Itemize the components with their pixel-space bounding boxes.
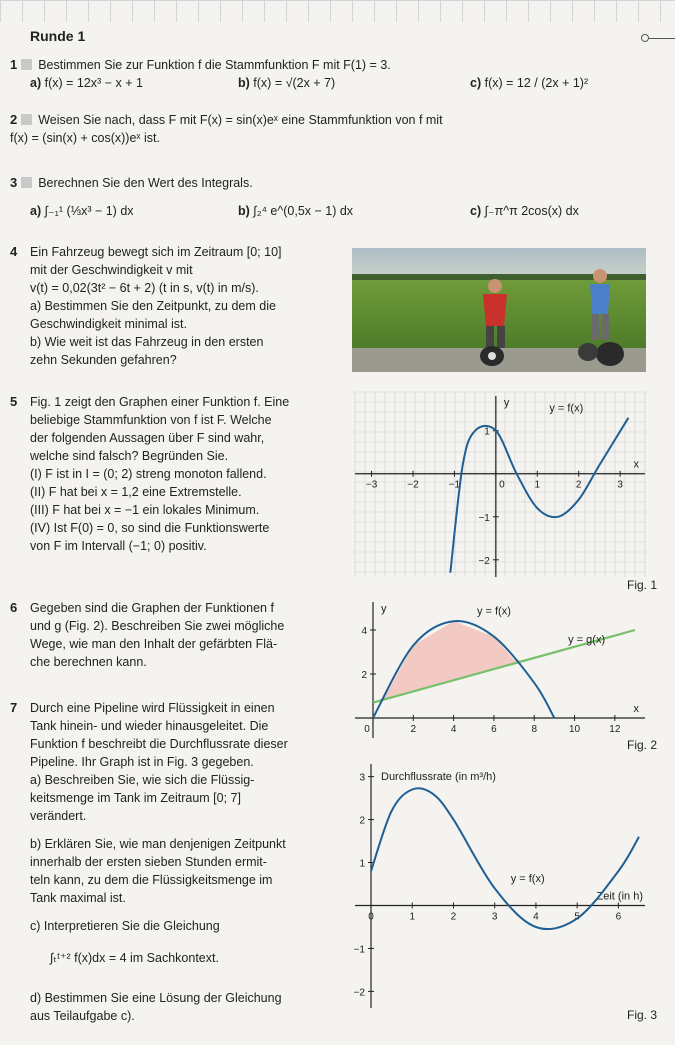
x-tick-label: 1 — [534, 479, 541, 491]
task-number: 5 — [10, 394, 18, 409]
curve-f — [371, 788, 639, 929]
curve-label: y = f(x) — [549, 402, 584, 415]
label: a) — [30, 204, 42, 218]
x-tick-label: 10 — [568, 724, 581, 735]
y-tick-label: 3 — [359, 772, 365, 784]
x-tick-label: 6 — [491, 724, 497, 735]
task-4-line: a) Bestimmen Sie den Zeitpunkt, zu dem die — [30, 299, 276, 313]
segway-photo — [352, 248, 646, 372]
x-tick-label: 0 — [368, 911, 374, 923]
task-7-line: innerhalb der ersten sieben Stunden ermit- — [30, 855, 267, 869]
x-tick-label: 3 — [491, 911, 498, 923]
task-7-line: d) Bestimmen Sie eine Lösung der Gleichung — [30, 991, 282, 1005]
x-tick-label: 4 — [533, 911, 539, 923]
y-tick-label: 1 — [359, 858, 365, 870]
figure-1 — [355, 392, 645, 577]
figure-1-caption: Fig. 1 — [627, 578, 658, 592]
task-3a — [30, 203, 134, 219]
task-5-line: (II) F hat bei x = 1,2 eine Extremstelle. — [30, 485, 242, 499]
task-7-line: Funktion f beschreibt die Durchflussrate dieser — [30, 737, 288, 751]
task-7-line: keitsmenge im Tank im Zeitraum [0; 7] — [30, 791, 241, 805]
y-axis-label: y — [381, 603, 387, 615]
task-1 — [10, 57, 391, 73]
x-tick-label: 0 — [499, 479, 505, 491]
marker-icon — [21, 114, 32, 125]
task-7-line: b) Erklären Sie, wie man denjenigen Zeitpunkt — [30, 837, 286, 851]
expr: ∫₋₁¹ (⅓x³ − 1) dx — [44, 204, 134, 218]
task-2-line2: f(x) = (sin(x) + cos(x))eˣ ist. — [10, 131, 160, 145]
task-7-line: c) Interpretieren Sie die Gleichung — [30, 919, 220, 933]
task-4-line: zehn Sekunden gefahren? — [30, 353, 177, 367]
y-tick-label: −2 — [353, 987, 365, 999]
task-7-line: Pipeline. Ihr Graph ist in Fig. 3 gegeben. — [30, 755, 254, 769]
curve-f-label: y = f(x) — [476, 605, 511, 618]
task-7-line: verändert. — [30, 809, 87, 823]
x-tick-label: 8 — [531, 724, 538, 735]
task-3c — [470, 203, 579, 219]
marker-icon — [21, 59, 32, 70]
x-axis-label: x — [633, 703, 639, 715]
x-tick-label: 1 — [409, 911, 416, 923]
task-4-number — [10, 244, 17, 260]
task-3 — [10, 175, 253, 191]
label: c) — [470, 76, 482, 90]
label: b) — [238, 76, 250, 90]
y-tick-label: −1 — [478, 512, 490, 524]
x-tick-label: 2 — [410, 724, 417, 735]
y-tick-label: 4 — [361, 626, 367, 637]
x-tick-label: 5 — [574, 911, 580, 923]
task-4-line: Geschwindigkeit minimal ist. — [30, 317, 187, 331]
figure-3 — [355, 760, 645, 1008]
curve-f — [450, 418, 628, 573]
label: c) — [470, 204, 482, 218]
y-axis-label: y — [503, 397, 510, 409]
expr: f(x) = 12 / (2x + 1)² — [484, 76, 589, 90]
x-tick-label: −1 — [448, 479, 461, 491]
task-7-line: Tank hinein- und wieder hinausgeleitet. Die — [30, 719, 269, 733]
task-7-line: teln kann, zu dem die Flüssigkeitsmenge im — [30, 873, 273, 887]
task-6-line: che berechnen kann. — [30, 655, 147, 669]
task-4-line: mit der Geschwindigkeit v mit — [30, 263, 193, 277]
figure-3-caption: Fig. 3 — [627, 1008, 658, 1022]
task-1a — [30, 75, 143, 91]
expr: f(x) = √(2x + 7) — [253, 76, 336, 90]
task-4-line: b) Wie weit ist das Fahrzeug in den ersten — [30, 335, 264, 349]
task-number: 6 — [10, 600, 18, 615]
task-5-line: der folgenden Aussagen über F sind wahr, — [30, 431, 265, 445]
x-axis-label: x — [633, 458, 639, 471]
task-5-line: beliebige Stammfunktion von f ist F. Welche — [30, 413, 272, 427]
x-tick-label: −2 — [407, 479, 419, 491]
task-5-line: (I) F ist in I = (0; 2) streng monoton fallend. — [30, 467, 267, 481]
label: b) — [238, 204, 250, 218]
task-7-number — [10, 700, 17, 716]
curve-label: y = f(x) — [510, 872, 545, 885]
task-7-line: aus Teilaufgabe c). — [30, 1009, 135, 1023]
page-title: Runde 1 — [30, 28, 86, 44]
y-tick-label: 1 — [484, 426, 490, 438]
task-7-integral: ∫ₜᵗ⁺² f(x)dx = 4 im Sachkontext. — [50, 951, 219, 965]
x-tick-label: 2 — [450, 911, 457, 923]
curve-g-label: y = g(x) — [568, 634, 606, 647]
task-number: 3 — [10, 175, 18, 190]
task-1b — [238, 75, 335, 91]
y-tick-label: 2 — [361, 670, 367, 681]
task-5-number — [10, 394, 17, 410]
expr: f(x) = 12x³ − x + 1 — [44, 76, 143, 90]
label: a) — [30, 76, 42, 90]
x-tick-label: −3 — [365, 479, 378, 491]
task-6-line: und g (Fig. 2). Beschreiben Sie zwei mögliche — [30, 619, 285, 633]
task-1c — [470, 75, 588, 91]
task-2 — [10, 112, 443, 128]
task-5-line: (IV) Ist F(0) = 0, so sind die Funktionswerte — [30, 521, 270, 535]
task-5-line: welche sind falsch? Begründen Sie. — [30, 449, 229, 463]
x-tick-label: 3 — [617, 479, 623, 491]
ring-icon — [641, 34, 649, 42]
task-6-line: Wege, wie man den Inhalt der gefärbten Flä- — [30, 637, 278, 651]
task-3b — [238, 203, 353, 219]
task-6-number — [10, 600, 17, 616]
task-6-line: Gegeben sind die Graphen der Funktionen f — [30, 601, 274, 615]
y-tick-label: −1 — [353, 944, 365, 956]
task-text: Berechnen Sie den Wert des Integrals. — [38, 176, 253, 190]
expr: ∫₋π^π 2cos(x) dx — [484, 204, 579, 218]
task-number: 4 — [10, 244, 18, 259]
y-tick-label: −2 — [478, 555, 490, 567]
task-5-line: Fig. 1 zeigt den Graphen einer Funktion f. Eine — [30, 395, 290, 409]
x-tick-label: 4 — [450, 724, 457, 735]
task-number: 1 — [10, 57, 18, 72]
x-tick-label: 6 — [615, 911, 622, 923]
y-axis-title: Durchflussrate (in m³/h) — [381, 771, 496, 783]
task-7-line: Tank maximal ist. — [30, 891, 126, 905]
marker-icon — [21, 177, 32, 188]
task-text: Bestimmen Sie zur Funktion f die Stammfunktion F mit F(1) = 3. — [38, 58, 391, 72]
task-number: 7 — [10, 700, 18, 715]
x-tick-label: 2 — [575, 479, 582, 491]
x-tick-label: 12 — [609, 724, 621, 735]
task-number: 2 — [10, 112, 18, 127]
y-tick-label: 2 — [359, 815, 365, 827]
task-4-line: Ein Fahrzeug bewegt sich im Zeitraum [0; 10] — [30, 245, 282, 259]
task-4-line: v(t) = 0,02(3t² − 6t + 2) (t in s, v(t) in m/s). — [30, 281, 259, 295]
task-5-line: (III) F hat bei x = −1 ein lokales Minimum. — [30, 503, 260, 517]
expr: ∫₂⁴ e^(0,5x − 1) dx — [253, 204, 354, 218]
figure-2 — [355, 598, 645, 738]
task-7-line: a) Beschreiben Sie, wie sich die Flüssig- — [30, 773, 255, 787]
x-axis-label: Zeit (in h) — [596, 890, 643, 903]
task-7-line: Durch eine Pipeline wird Flüssigkeit in einen — [30, 701, 275, 715]
x-tick-label: 0 — [364, 724, 370, 735]
task-5-line: von F im Intervall (−1; 0) positiv. — [30, 539, 207, 553]
divider — [649, 38, 675, 39]
figure-2-caption: Fig. 2 — [627, 738, 658, 752]
header-grid — [0, 0, 675, 22]
task-text: Weisen Sie nach, dass F mit F(x) = sin(x)eˣ eine Stammfunktion von f mit — [38, 113, 443, 127]
